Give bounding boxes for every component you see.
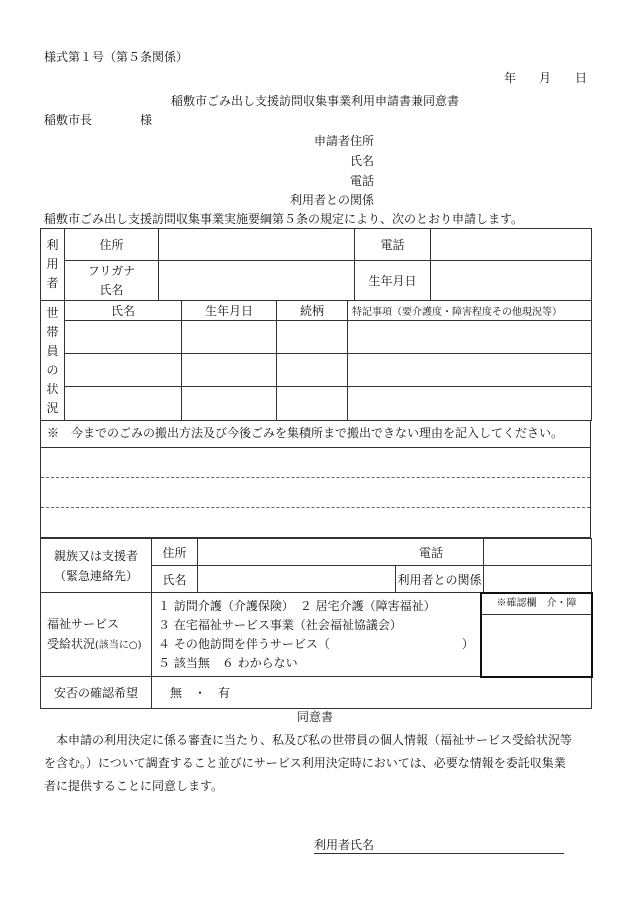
user-birth-label: 生年月日 [355, 261, 431, 301]
household-birth-cell[interactable] [182, 321, 277, 354]
reason-box [40, 420, 591, 538]
household-relation-cell[interactable] [277, 387, 348, 421]
household-name-cell[interactable] [65, 354, 182, 387]
date-month: 月 [539, 71, 552, 85]
user-address-field[interactable] [159, 229, 355, 261]
date-year: 年 [504, 71, 517, 85]
contact-label: 親族又は支援者 （緊急連絡先） [41, 539, 152, 593]
safety-label: 安否の確認希望 [41, 677, 152, 709]
consent-line: を含む。）について調査すること並びにサービス利用決定時においては、必要な情報を委託収集業 [44, 756, 566, 770]
welfare-option-line[interactable]: １ 訪問介護（介護保険） ２ 居宅介護（障害福祉） [158, 599, 436, 613]
household-vertical-label: 世 帯 員 の 状 況 [41, 301, 65, 421]
reason-note: ※ 今までのごみの搬出方法及び今後ごみを集積所まで搬出できない理由を記入してください。 [41, 420, 590, 448]
user-phone-field[interactable] [431, 229, 592, 261]
household-birth-cell[interactable] [182, 354, 277, 387]
welfare-option-line[interactable]: ４ その他訪問を伴うサービス（ ） [158, 637, 474, 651]
consent-title: 同意書 [296, 710, 333, 724]
date-day: 日 [575, 71, 588, 85]
consent-line: 本申請の利用決定に係る審査に当たり、私及び私の世帯員の個人情報（福祉サービス受給状況等 [56, 733, 573, 747]
household-relation-cell[interactable] [277, 321, 348, 354]
user-name-field[interactable] [159, 261, 355, 301]
confirm-label: ※確認欄 介・障 [482, 594, 591, 615]
household-col-relation: 続柄 [277, 301, 348, 321]
consent-line: 者に提供することに同意します。 [44, 779, 224, 793]
addressee: 稲敷市長 様 [44, 113, 153, 127]
signature-line[interactable] [314, 836, 564, 854]
reason-line[interactable] [41, 478, 590, 508]
reason-line[interactable] [41, 508, 590, 537]
household-notes-cell[interactable] [348, 354, 592, 387]
household-row [41, 321, 592, 354]
welfare-option-line[interactable]: ５ 該当無 ６ わからない [158, 656, 298, 670]
household-col-birth: 生年月日 [182, 301, 277, 321]
contact-name-field[interactable] [198, 566, 396, 593]
signature-label: 利用者氏名 [314, 838, 375, 852]
furigana-label: フリガナ [87, 263, 136, 278]
contact-table [40, 538, 592, 593]
user-phone-label: 電話 [355, 229, 431, 261]
contact-address-label: 住所 [152, 539, 198, 566]
intro-text: 稲敷市ごみ出し支援訪問収集事業実施要綱第５条の規定により、次のとおり申請します。 [44, 212, 524, 226]
safety-options[interactable]: 無 ・ 有 [152, 677, 592, 709]
household-notes-cell[interactable] [348, 387, 592, 421]
reason-line[interactable] [41, 448, 590, 478]
welfare-label: 福祉サービス 受給状況(該当に○) [41, 593, 152, 677]
household-row [41, 354, 592, 387]
household-table [40, 300, 592, 421]
contact-relation-field[interactable] [484, 566, 592, 593]
household-name-cell[interactable] [65, 321, 182, 354]
form-number: 様式第１号（第５条関係） [44, 50, 189, 64]
household-name-cell[interactable] [65, 387, 182, 421]
user-address-label: 住所 [65, 229, 159, 261]
name-label: 氏名 [99, 282, 124, 297]
welfare-option-line[interactable]: ３ 在宅福祉サービス事業（社会福祉協議会） [158, 618, 402, 632]
household-birth-cell[interactable] [182, 387, 277, 421]
user-table [40, 228, 592, 301]
contact-phone-label: 電話 [419, 545, 444, 560]
applicant-relation-label: 利用者との関係 [290, 193, 375, 207]
household-notes-cell[interactable] [348, 321, 592, 354]
contact-phone-field[interactable] [484, 539, 592, 566]
contact-address-field[interactable] [198, 539, 484, 566]
household-col-notes: 特記事項（要介護度・障害程度その他現況等） [348, 301, 592, 321]
user-birth-field[interactable] [431, 261, 592, 301]
applicant-name-label: 氏名 [350, 154, 375, 168]
applicant-address-label: 申請者住所 [314, 134, 375, 148]
applicant-phone-label: 電話 [350, 174, 375, 188]
confirm-box[interactable] [480, 592, 593, 678]
document-title: 稲敷市ごみ出し支援訪問収集事業利用申請書兼同意書 [170, 94, 459, 108]
user-name-label [65, 261, 159, 301]
contact-name-label: 氏名 [152, 566, 198, 593]
household-col-name: 氏名 [65, 301, 182, 321]
household-row [41, 387, 592, 421]
user-vertical-label: 利 用 者 [41, 229, 65, 301]
household-relation-cell[interactable] [277, 354, 348, 387]
contact-relation-label: 利用者との関係 [396, 566, 484, 593]
